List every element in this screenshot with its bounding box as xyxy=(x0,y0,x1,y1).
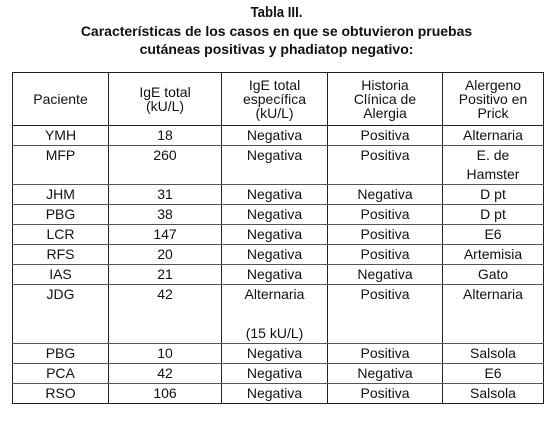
cell-paciente: LCR xyxy=(13,225,109,245)
header-text: Clínica de xyxy=(353,91,417,107)
header-text: específica xyxy=(242,91,307,107)
cell-ige-especifica xyxy=(222,285,328,344)
cell-historia: Positiva xyxy=(328,344,443,364)
cell-historia: Positiva xyxy=(328,285,443,344)
table-row xyxy=(13,185,544,205)
cell-alergeno: Salsola xyxy=(443,344,544,364)
cell-text: Alternaria xyxy=(244,286,305,302)
table-header-row xyxy=(13,73,544,126)
header-ige-total xyxy=(109,73,222,126)
cell-alergeno: D pt xyxy=(443,205,544,225)
cell-ige-especifica: Negativa xyxy=(222,225,328,245)
cell-paciente: RSO xyxy=(13,384,109,404)
table-row xyxy=(13,126,544,146)
cell-historia: Positiva xyxy=(328,245,443,265)
header-text: IgE total xyxy=(248,77,301,93)
cell-ige-total: 20 xyxy=(109,245,222,265)
cell-ige-especifica: Negativa xyxy=(222,344,328,364)
header-paciente xyxy=(13,73,109,126)
header-text: (kU/L) xyxy=(145,98,185,114)
cell-historia: Positiva xyxy=(328,384,443,404)
cell-ige-total: 31 xyxy=(109,185,222,205)
cell-alergeno: Artemisia xyxy=(443,245,544,265)
cell-historia: Positiva xyxy=(328,225,443,245)
cell-paciente: RFS xyxy=(13,245,109,265)
cell-paciente: PBG xyxy=(13,205,109,225)
cell-alergeno: D pt xyxy=(443,185,544,205)
table-row xyxy=(13,146,544,185)
header-text: IgE total xyxy=(139,84,191,100)
header-text: Alergia xyxy=(363,105,407,121)
cell-ige-total: 38 xyxy=(109,205,222,225)
cell-ige-especifica: Negativa xyxy=(222,185,328,205)
cell-historia: Positiva xyxy=(328,205,443,225)
cell-paciente: YMH xyxy=(13,126,109,146)
table-row xyxy=(13,344,544,364)
cell-historia: Negativa xyxy=(328,265,443,285)
cell-alergeno: Gato xyxy=(443,265,544,285)
table-title: Tabla III. xyxy=(250,4,303,21)
cell-ige-total: 10 xyxy=(109,344,222,364)
cell-alergeno: Alternaria xyxy=(443,126,544,146)
header-ige-especifica xyxy=(222,73,328,126)
cell-alergeno: Alternaria xyxy=(443,285,544,344)
header-text: Historia xyxy=(361,77,409,93)
cell-historia: Positiva xyxy=(328,126,443,146)
cell-alergeno xyxy=(443,146,544,185)
cases-table xyxy=(12,72,544,404)
cell-historia: Negativa xyxy=(328,364,443,384)
header-alergeno-positivo xyxy=(443,73,544,126)
header-historia-clinica xyxy=(328,73,443,126)
header-text: Prick xyxy=(477,105,509,121)
table-caption-line-1: Características de los casos en que se obtuvieron pruebas xyxy=(80,23,473,39)
header-text: (kU/L) xyxy=(255,105,294,121)
cell-historia: Positiva xyxy=(328,146,443,185)
cell-text: Hamster xyxy=(466,166,520,182)
cell-text: E. de xyxy=(476,147,510,163)
cell-ige-total: 42 xyxy=(109,364,222,384)
cell-ige-total: 18 xyxy=(109,126,222,146)
table-row xyxy=(13,265,544,285)
cell-ige-total: 106 xyxy=(109,384,222,404)
table-row xyxy=(13,285,544,344)
header-text: Alergeno xyxy=(464,77,522,93)
table-row xyxy=(13,364,544,384)
cell-paciente: JDG xyxy=(13,285,109,344)
cell-historia: Negativa xyxy=(328,185,443,205)
cell-ige-total: 147 xyxy=(109,225,222,245)
cell-paciente: JHM xyxy=(13,185,109,205)
cell-paciente: PCA xyxy=(13,364,109,384)
cell-ige-especifica: Negativa xyxy=(222,384,328,404)
cell-ige-especifica: Negativa xyxy=(222,146,328,185)
cell-ige-total: 42 xyxy=(109,285,222,344)
cell-ige-total: 21 xyxy=(109,265,222,285)
cell-alergeno: E6 xyxy=(443,364,544,384)
cell-alergeno: E6 xyxy=(443,225,544,245)
table-row xyxy=(13,225,544,245)
cell-ige-especifica: Negativa xyxy=(222,245,328,265)
cell-ige-especifica: Negativa xyxy=(222,265,328,285)
cell-ige-especifica: Negativa xyxy=(222,205,328,225)
cell-paciente: PBG xyxy=(13,344,109,364)
cell-text: (15 kU/L) xyxy=(245,325,304,341)
table-row xyxy=(13,205,544,225)
header-text: Positivo en xyxy=(458,91,528,107)
cell-paciente: IAS xyxy=(13,265,109,285)
cell-ige-especifica: Negativa xyxy=(222,364,328,384)
table-caption-line-2: cutáneas positivas y phadiatop negativo: xyxy=(139,41,414,57)
header-text: Paciente xyxy=(33,91,88,107)
cell-paciente: MFP xyxy=(13,146,109,185)
cell-ige-total: 260 xyxy=(109,146,222,185)
cell-alergeno: Salsola xyxy=(443,384,544,404)
cell-ige-especifica: Negativa xyxy=(222,126,328,146)
table-row xyxy=(13,384,544,404)
table-row xyxy=(13,245,544,265)
